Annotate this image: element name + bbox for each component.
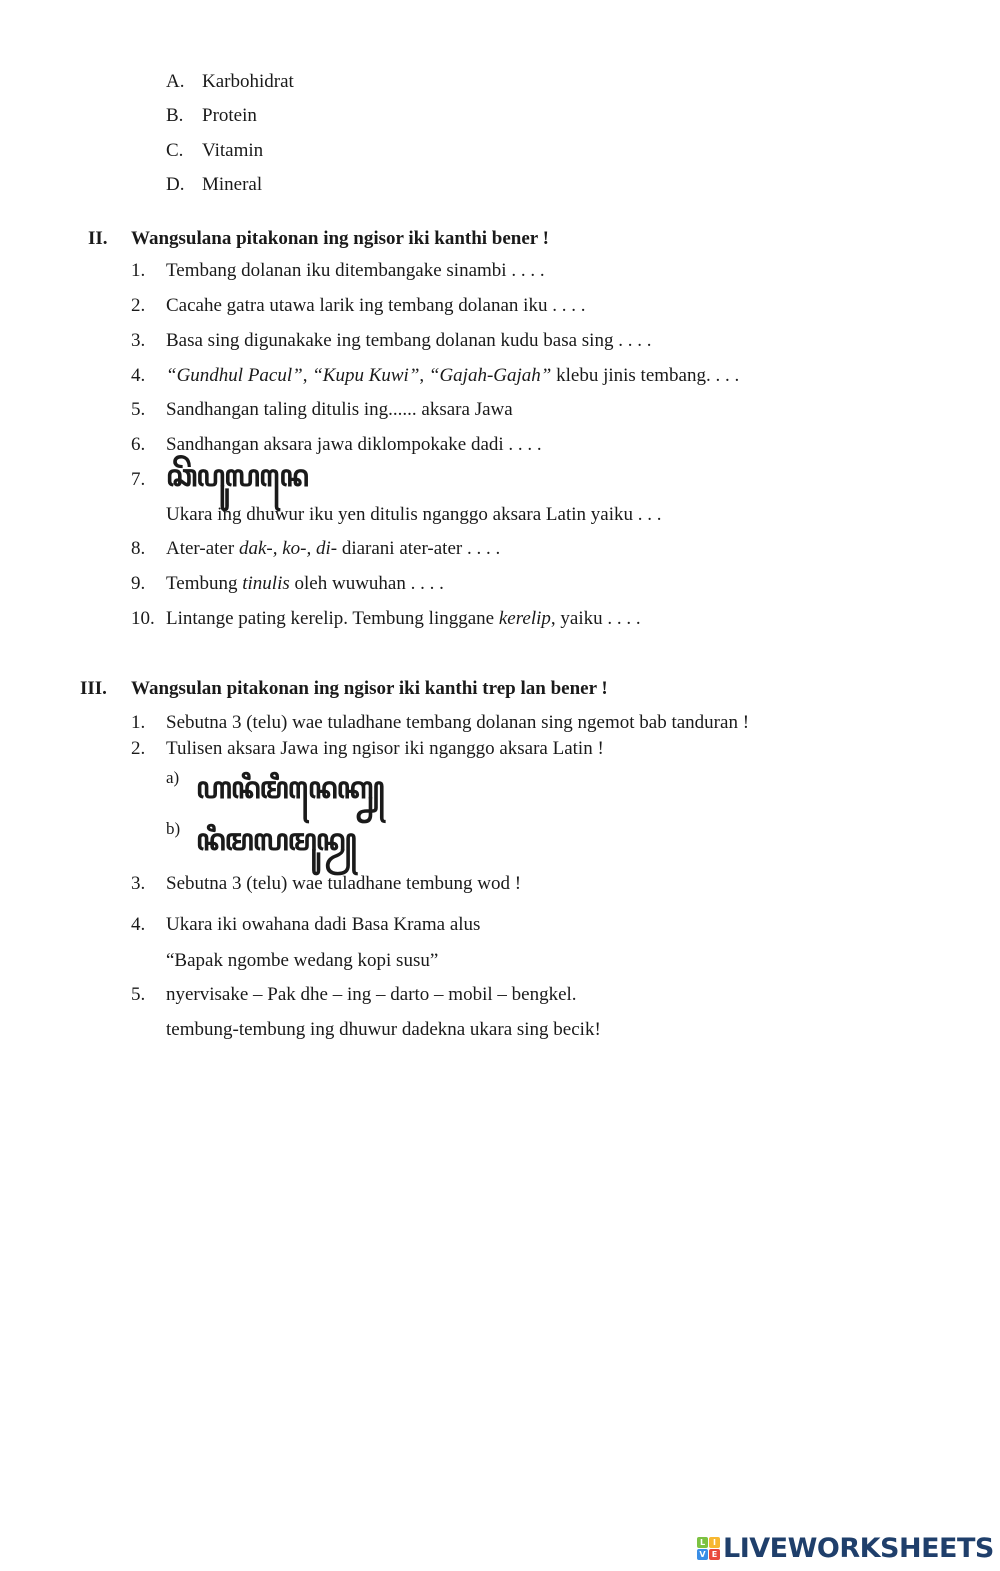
question-text: Sandhangan taling ditulis ing...... aksara Jawa [166,399,513,420]
song-title: “Gundhul Pacul” [166,365,303,386]
quoted-sentence: “Bapak ngombe wedang kopi susu” [166,950,439,971]
italic-term: kerelip [498,608,551,629]
separator: , [302,365,313,386]
question-text: Cacahe gatra utawa larik ing tembang dolanan iku . . . . [166,295,586,316]
option-text: Protein [202,105,257,126]
question-text: Ukara ing dhuwur iku yen ditulis nganggo aksara Latin yaiku . . . [166,504,662,525]
logo-cell: I [709,1537,720,1548]
liveworksheets-logo[interactable] [697,1532,994,1564]
question-number: 3. [131,330,146,351]
question-number: 8. [131,538,146,559]
question-text: Sebutna 3 (telu) wae tuladhane tembung wod ! [166,873,522,894]
text-post: , yaiku . . . . [550,608,641,629]
text-post: diarani ater-ater . . . . [337,538,501,559]
question-number: 4. [131,914,146,935]
question-text: Sandhangan aksara jawa diklompokake dadi . . . . [166,434,542,455]
song-title: “Gajah-Gajah” [428,365,552,386]
question-number: 10. [131,608,155,629]
option-text: Mineral [202,174,263,195]
italic-term: tinulis [242,573,290,594]
section-number: II. [88,228,108,249]
javanese-script-image: ꦕꦼꦥꦸꦭꦤꦺ [166,459,308,494]
question-text [166,365,739,387]
text-pre: Ater-ater [166,538,239,559]
question-number: 7. [131,469,146,490]
question-text [166,538,500,560]
question-text: Basa sing digunakake ing tembang dolanan kudu basa sing . . . . [166,330,652,351]
question-number: 2. [131,738,146,759]
option-letter: C. [166,140,184,161]
question-rest: klebu jinis tembang. . . . [551,365,740,386]
question-instruction: tembung-tembung ing dhuwur dadekna ukara sing becik! [166,1019,601,1040]
question-number: 9. [131,573,146,594]
question-number: 5. [131,399,146,420]
option-letter: D. [166,174,185,195]
question-number: 4. [131,365,146,386]
song-title: “Kupu Kuwi” [312,365,420,386]
logo-cell: E [709,1549,720,1560]
question-text: Tulisen aksara Jawa ing ngisor iki nganggo aksara Latin ! [166,738,604,759]
question-number: 2. [131,295,146,316]
option-text: Vitamin [202,140,264,161]
text-post: oleh wuwuhan . . . . [289,573,444,594]
question-number: 1. [131,712,146,733]
question-text: Ukara iki owahana dadi Basa Krama alus [166,914,481,935]
section-title: Wangsulan pitakonan ing ngisor iki kanthi trep lan bener ! [131,678,608,699]
question-text: nyervisake – Pak dhe – ing – darto – mobil – bengkel. [166,984,577,1005]
question-number: 1. [131,260,146,281]
javanese-script-image: ꦲꦤꦶꦩꦶꦤꦺꦏ꧀ꦤꦾ [196,771,384,806]
question-text [166,608,641,630]
separator: , [419,365,429,386]
sub-item-label: a) [166,768,180,787]
logo-cell: L [697,1537,708,1548]
logo-icon [697,1537,720,1560]
sub-item-label: b) [166,819,181,838]
question-number: 6. [131,434,146,455]
text-pre: Tembung [166,573,243,594]
italic-term: dak-, ko-, di- [238,538,338,559]
logo-text: LIVEWORKSHEETS [723,1532,994,1564]
javanese-script-image: ꦤꦶꦩꦭꦩꦸꦤꦾ [196,823,356,858]
option-letter: B. [166,105,184,126]
question-text: Sebutna 3 (telu) wae tuladhane tembang dolanan sing ngemot bab tanduran ! [166,712,750,733]
text-pre: Lintange pating kerelip. Tembung linggane [166,608,499,629]
question-number: 3. [131,873,146,894]
section-title: Wangsulana pitakonan ing ngisor iki kanthi bener ! [131,228,549,249]
option-letter: A. [166,71,185,92]
section-number: III. [80,678,107,699]
question-text: Tembang dolanan iku ditembangake sinambi . . . . [166,260,545,281]
question-text [166,573,444,595]
question-number: 5. [131,984,146,1005]
option-text: Karbohidrat [202,71,294,92]
logo-cell: V [697,1549,708,1560]
